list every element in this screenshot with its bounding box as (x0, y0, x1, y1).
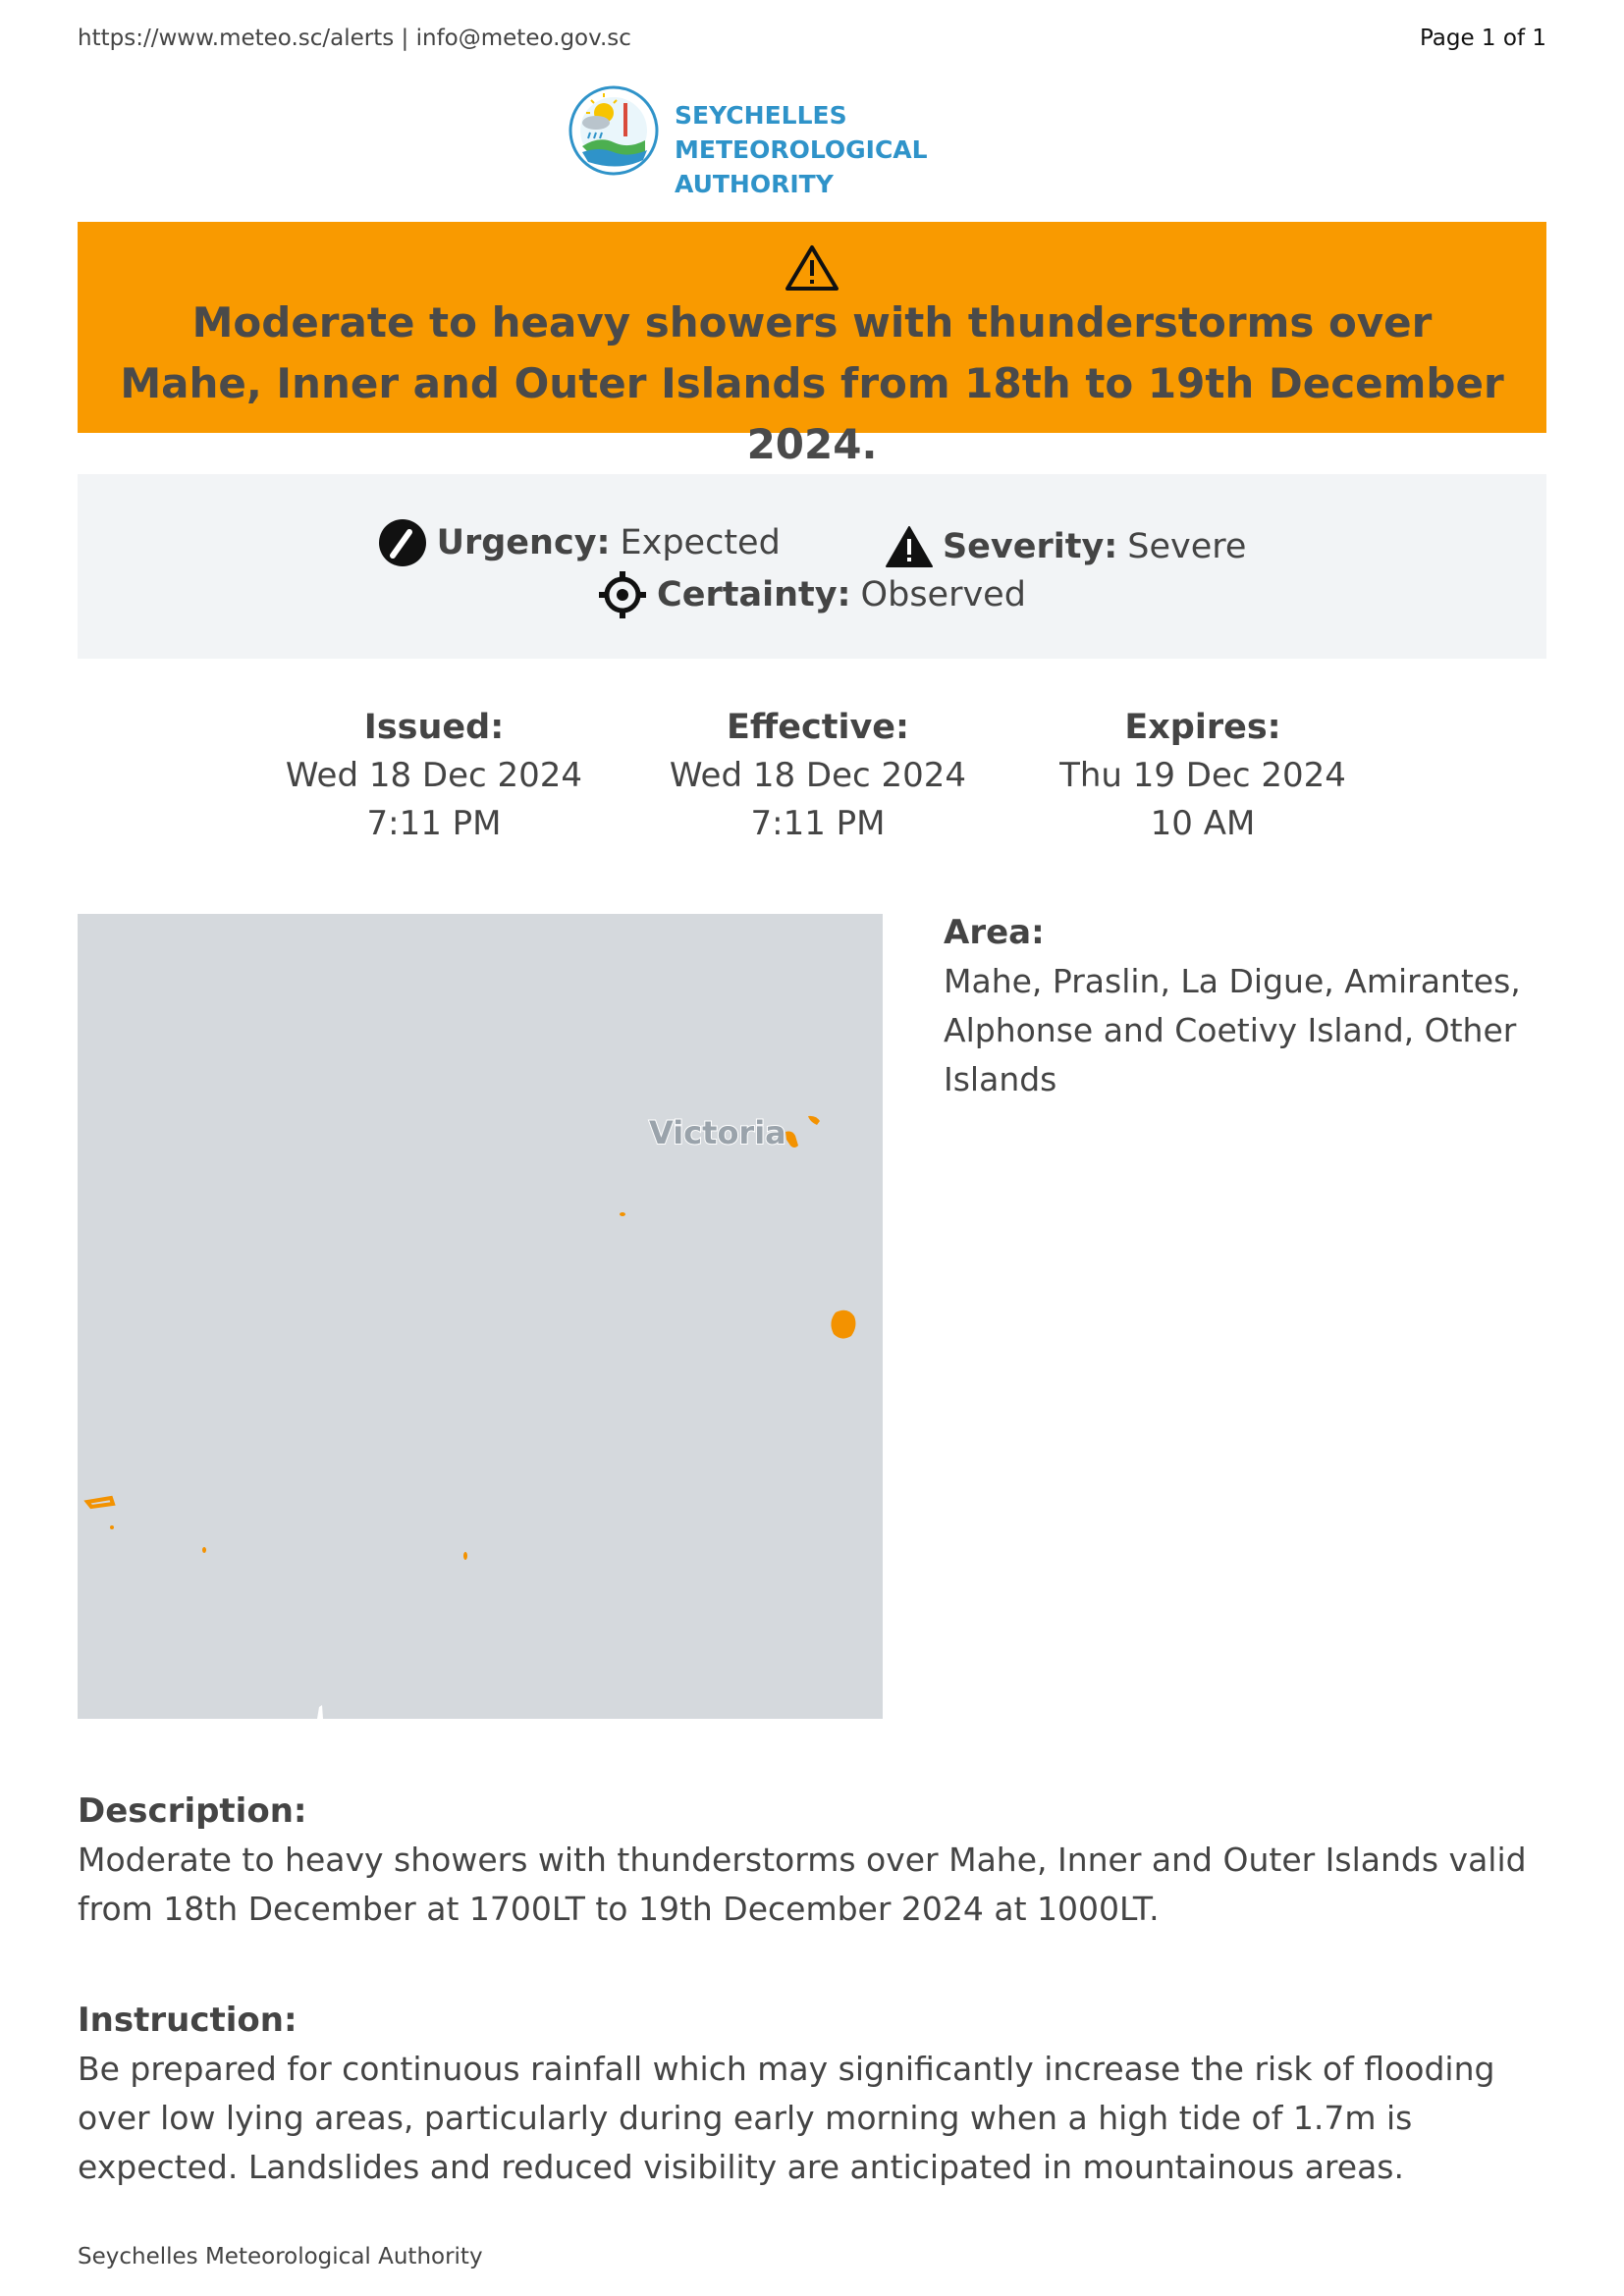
description-label: Description: (78, 1791, 307, 1831)
island-shape (87, 1498, 113, 1507)
certainty (598, 570, 1026, 619)
island-shape (620, 1212, 625, 1216)
seychelles-met-logo-icon (565, 81, 663, 180)
expires-label: Expires: (1124, 708, 1281, 747)
map-place-label: Victoria (649, 1114, 786, 1151)
area-value: Mahe, Praslin, La Digue, Amirantes, Alphonse and Coetivy Island, Other Islands (944, 962, 1521, 1098)
alert-title: Moderate to heavy showers with thunderstorms over Mahe, Inner and Outer Islands from 18th to 19th December 2024. (120, 298, 1504, 468)
island-shape (202, 1547, 206, 1553)
severity-label: Severity: (942, 527, 1118, 566)
description-value: Moderate to heavy showers with thunderstorms over Mahe, Inner and Outer Islands valid from 18th December at 1700LT to 19th December 2024 at 1000LT. (78, 1841, 1527, 1928)
effective (622, 703, 1014, 848)
island-shape (317, 1705, 323, 1719)
area-label: Area: (944, 913, 1045, 952)
issued-date: Wed 18 Dec 2024 (285, 756, 583, 795)
certainty-value: Observed (860, 575, 1026, 614)
effective-date: Wed 18 Dec 2024 (669, 756, 967, 795)
crosshair-icon (598, 570, 647, 619)
island-shape (808, 1116, 820, 1125)
expires-time: 10 AM (1150, 804, 1256, 843)
issued-time: 7:11 PM (366, 804, 502, 843)
alert-meta-panel (78, 474, 1546, 659)
warning-triangle-outline-icon (785, 243, 839, 293)
issued-label: Issued: (363, 708, 505, 747)
alert-banner (78, 222, 1546, 468)
warning-triangle-filled-icon (886, 526, 933, 567)
logo (565, 77, 1075, 198)
urgency-value: Expected (620, 523, 781, 562)
island-shape (785, 1132, 798, 1148)
urgency (378, 518, 781, 567)
issued (238, 703, 630, 848)
area-section (944, 908, 1552, 1104)
page-number: Page 1 of 1 (1419, 26, 1546, 51)
logo-title-line2: AUTHORITY (675, 170, 834, 198)
urgency-label: Urgency: (436, 523, 611, 562)
severity (886, 526, 1246, 567)
severity-value: Severe (1127, 527, 1247, 566)
island-shape (110, 1525, 114, 1529)
expires-date: Thu 19 Dec 2024 (1059, 756, 1346, 795)
certainty-label: Certainty: (657, 575, 851, 614)
instruction-label: Instruction: (78, 2001, 298, 2040)
effective-time: 7:11 PM (750, 804, 886, 843)
effective-label: Effective: (726, 708, 910, 747)
instruction-value: Be prepared for continuous rainfall which may significantly increase the risk of flooding over low lying areas, particularly during early morning when a high tide of 1.7m is expected. Landslides and reduced visibility are anticipated in mountainous areas. (78, 2050, 1495, 2186)
map-overlay (78, 914, 883, 1719)
gauge-icon (378, 518, 427, 567)
description-section (78, 1787, 1550, 1934)
instruction-section (78, 1996, 1550, 2192)
island-shape (463, 1552, 467, 1560)
alert-dates (78, 703, 1546, 850)
expires (1006, 703, 1399, 848)
island-shape (831, 1310, 855, 1339)
alert-map[interactable] (78, 914, 883, 1719)
footer-text: Seychelles Meteorological Authority (78, 2244, 483, 2269)
header-contact[interactable]: https://www.meteo.sc/alerts | info@meteo.gov.sc (78, 26, 631, 51)
logo-title-line1: SEYCHELLES METEOROLOGICAL (675, 101, 928, 164)
